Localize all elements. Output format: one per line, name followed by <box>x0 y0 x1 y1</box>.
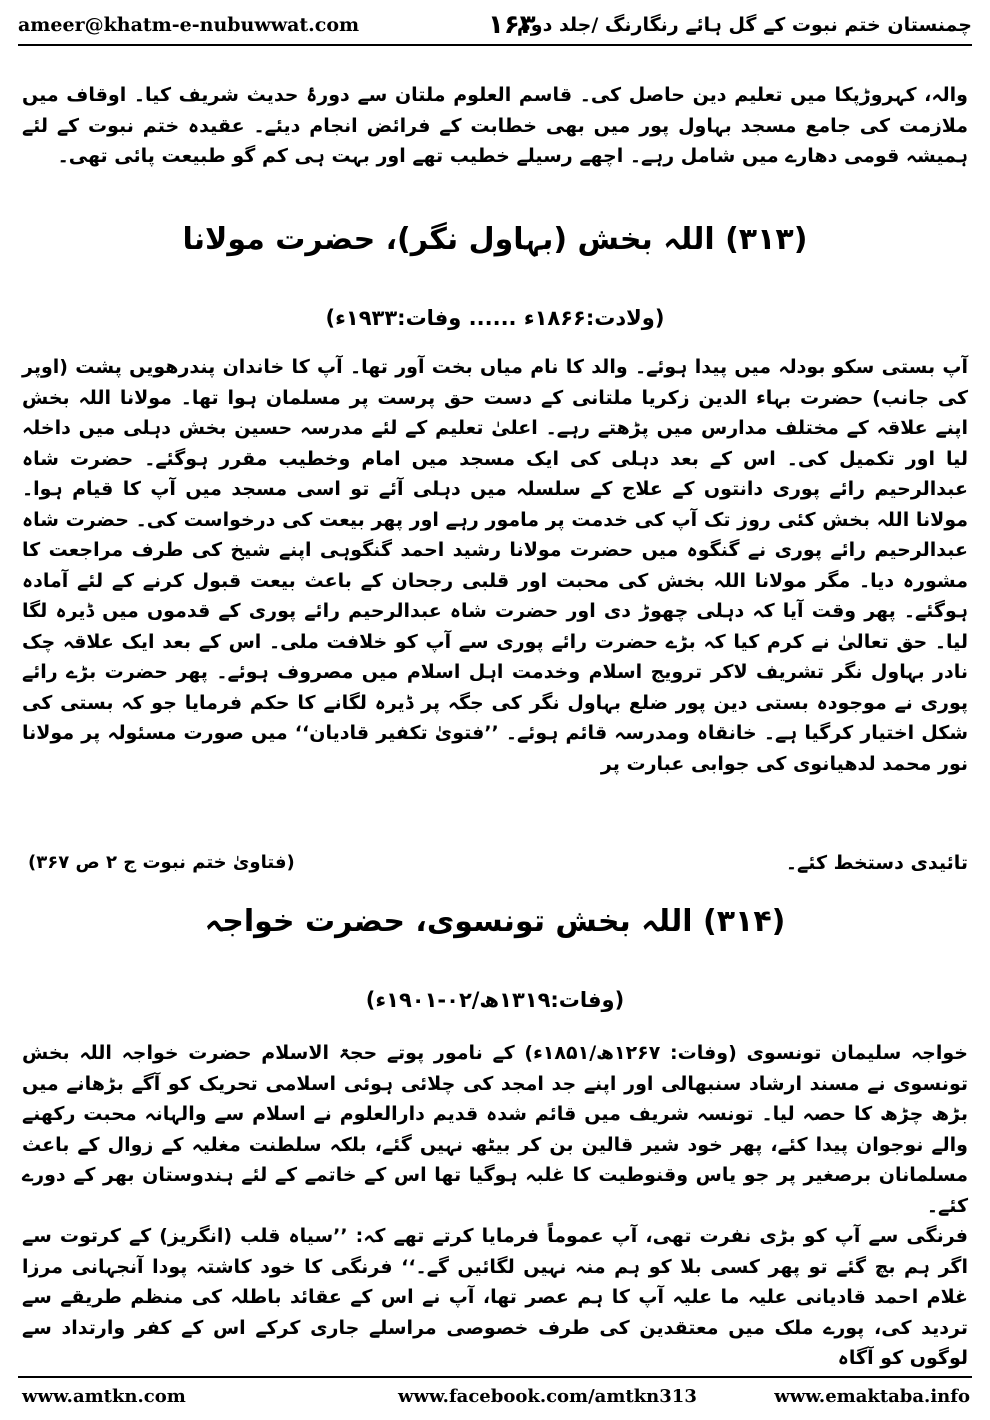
entry-313-citation: (فتاویٰ ختم نبوت ج ۲ ص ۳۶۷) <box>28 852 295 873</box>
entry-313-heading: (۳۱۳) اللہ بخش (بہاول نگر)، حضرت مولانا <box>182 222 808 257</box>
entry-314-paragraph-2: فرنگی سے آپ کو بڑی نفرت تھی، آپ عموماً فرمایا کرتے تھے کہ: ’’سیاہ قلب (انگریز) کے کرتوت سے اگر ہم بچ گئے تو پھر کسی بلا کو ہم منہ نہیں لگائیں گے۔‘‘ فرنگی کا خود کاشتہ پودا آنجہانی مرزا غلام احمد قادیانی علیہ ما علیہ آپ کا ہم عصر تھا، آپ نے اس کے عقائد باطلہ کی منظم طریقے سے تردید کی، پورے ملک میں معتقدین کی طرف خصوصی مراسلے جاری کرکے اس کے کفر وارتداد سے لوگوں کو آگاہ <box>22 1225 968 1369</box>
book-title: چمنستان ختم نبوت کے گل ہائے رنگارنگ /جلد دوم <box>516 14 972 36</box>
entry-313-body <box>22 352 968 779</box>
entry-314-paragraph-1: خواجہ سلیمان تونسوی (وفات: ۱۲۶۷ھ/۱۸۵۱ء) کے نامور پوتے حجۃ الاسلام حضرت خواجہ اللہ بخش تونسوی نے مسند ارشاد سنبھالی اور اپنے جد امجد کی چلائی ہوئی اسلامی تحریک کو آگے بڑھانے میں بڑھ چڑھ کا حصہ لیا۔ تونسہ شریف میں قائم شدہ قدیم دارالعلوم نے اسلام سے والہانہ محبت رکھنے والے نوجوان پیدا کئے، پھر خود شیر قالین بن کر بیٹھ نہیں گئے، بلکہ سلطنت مغلیہ کے زوال کے باعث مسلمانان برصغیر پر جو یاس وقنوطیت کا غلبہ ہوگیا تھا اس کے خاتمے کے لئے ہندوستان بھر کے دورے کئے۔ <box>22 1042 968 1217</box>
entry-313-closing-row <box>22 852 968 882</box>
footer-divider <box>18 1376 972 1378</box>
entry-313-last-line: تائیدی دستخط کئے۔ <box>785 852 968 874</box>
entry-314-heading: (۳۱۴) اللہ بخش تونسوی، حضرت خواجہ <box>204 904 786 939</box>
header-email: ameer@khatm-e-nubuwwat.com <box>18 14 360 36</box>
header-divider <box>18 44 972 46</box>
entry-314-body <box>22 1038 968 1374</box>
page-number: ۱۶۳ <box>488 10 536 40</box>
intro-text: والہ، کہروڑپکا میں تعلیم دین حاصل کی۔ قاسم العلوم ملتان سے دورۂ حدیث شریف کیا۔ اوقاف میں ملازمت کی جامع مسجد بہاول پور میں بھی خطابت کے فرائض انجام دیئے۔ عقیدہ ختم نبوت کے لئے ہمیشہ قومی دھارے میں شامل رہے۔ اچھے رسیلے خطیب تھے اور بہت ہی کم گو طبیعت پائی تھی۔ <box>22 84 968 167</box>
entry-314-dates: (وفات:۱۳۱۹ھ/۰۲-۱۹۰۱ء) <box>365 988 625 1012</box>
footer-link-amtkn[interactable]: www.amtkn.com <box>22 1386 186 1407</box>
entry-313-paragraph: آپ بستی سکو بودلہ میں پیدا ہوئے۔ والد کا نام میاں بخت آور تھا۔ آپ کا خاندان پندرھویں پشت (اوپر کی جانب) حضرت بہاء الدین زکریا ملتانی کے دست حق پرست پر مسلمان ہوا تھا۔ مولانا اللہ بخش اپنے علاقہ کے مختلف مدارس میں پڑھتے رہے۔ اعلیٰ تعلیم کے لئے مدرسہ حسین بخش دہلی میں داخلہ لیا اور تکمیل کی۔ اس کے بعد دہلی کی ایک مسجد میں امام وخطیب مقرر ہوگئے۔ حضرت شاہ عبدالرحیم رائے پوری دانتوں کے علاج کے سلسلہ میں دہلی آئے تو اسی مسجد میں آپ کا قیام ہوا۔ مولانا اللہ بخش کئی روز تک آپ کی خدمت پر مامور رہے اور پھر بیعت کی درخواست کی۔ حضرت شاہ عبدالرحیم رائے پوری نے گنگوہ میں حضرت مولانا رشید احمد گنگوہی اپنے شیخ کی طرف مراجعت کا مشورہ دیا۔ مگر مولانا اللہ بخش کی محبت اور قلبی رجحان کے باعث بیعت قبول کرنے کے لئے آمادہ ہوگئے۔ پھر وقت آیا کہ دہلی چھوڑ دی اور حضرت شاہ عبدالرحیم رائے پوری کے قدموں میں ڈیرہ لگا لیا۔ حق تعالیٰ نے کرم کیا کہ بڑے حضرت رائے پوری سے آپ کو خلافت ملی۔ اس کے بعد ایک علاقہ چک نادر بہاول نگر تشریف لاکر ترویج اسلام وخدمت اہل اسلام میں مصروف ہوئے۔ پھر حضرت بڑے رائے پوری نے موجودہ بستی دین پور ضلع بہاول نگر کی جگہ پر ڈیرہ لگانے کا حکم فرمایا جو کہ بستی کی شکل اختیار کرگیا ہے۔ خانقاہ ومدرسہ قائم ہوئے۔ ’’فتویٰ تکفیر قادیان‘‘ میں صورت مسئولہ پر مولانا نور محمد لدھیانوی کی جوابی عبارت پر <box>22 356 968 775</box>
footer-link-emaktaba[interactable]: www.emaktaba.info <box>774 1386 970 1407</box>
footer-link-facebook[interactable]: www.facebook.com/amtkn313 <box>398 1386 697 1407</box>
page-footer <box>18 1384 972 1412</box>
entry-313-dates: (ولادت:۱۸۶۶ء ...... وفات:۱۹۳۳ء) <box>325 306 665 330</box>
intro-paragraph <box>22 80 968 172</box>
page-header <box>18 8 972 42</box>
